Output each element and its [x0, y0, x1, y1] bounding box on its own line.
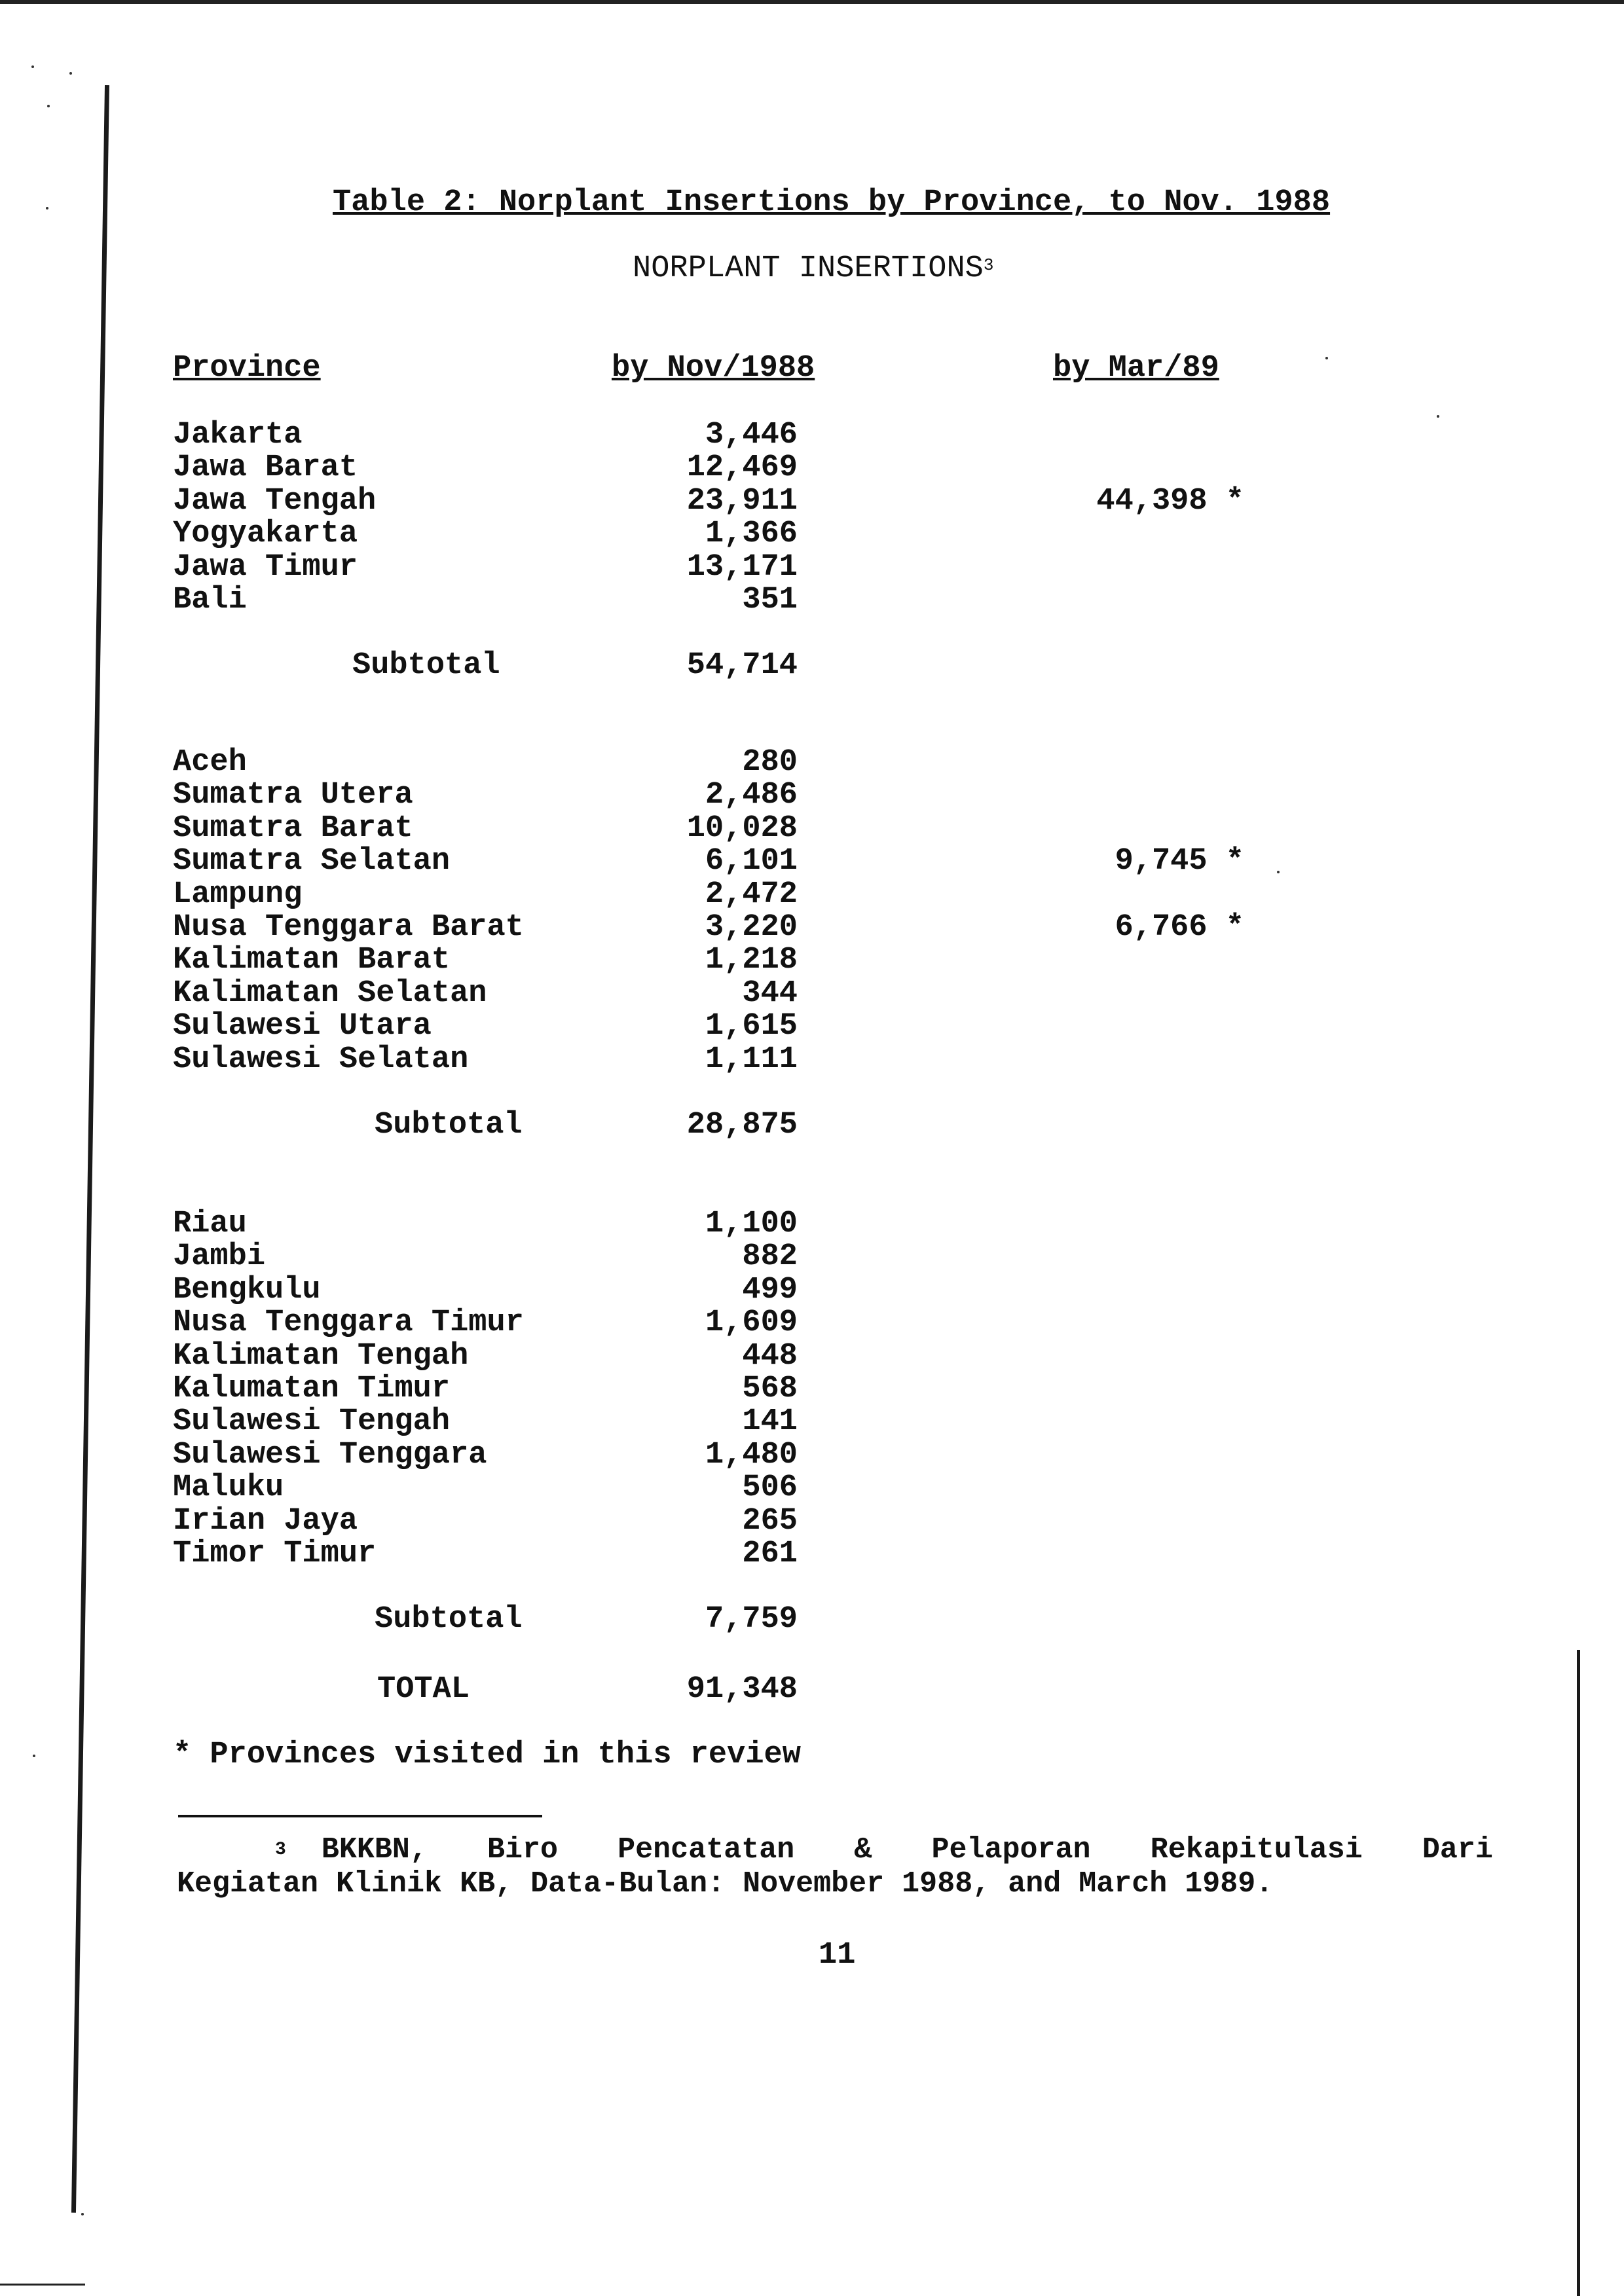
scan-margin-line-left [71, 85, 109, 2213]
table-row-province: Sumatra Selatan [173, 844, 451, 879]
table-row-province: Jawa Timur [173, 549, 358, 585]
column-header-province: Province [173, 351, 321, 386]
column-header-mar89: by Mar/89 [1053, 351, 1219, 386]
table-row-province: Nusa Tenggara Barat [173, 910, 524, 945]
table-row-nov-value: 506 [742, 1470, 798, 1506]
footnote-word: Pencatatan [618, 1833, 795, 1867]
table-row-province: Maluku [173, 1470, 284, 1506]
footnote-line-2: Kegiatan Klinik KB, Data-Bulan: November 1988, and March 1989. [177, 1867, 1274, 1901]
table-row-province: Timor Timur [173, 1537, 377, 1571]
subtotal-value: 28,875 [686, 1108, 798, 1142]
subtotal-value: 7,759 [705, 1602, 798, 1637]
footnote-number: 3 [275, 1840, 286, 1860]
table-row-province: Kalimatan Selatan [173, 975, 487, 1011]
table-row-nov-value: 448 [742, 1338, 798, 1374]
table-row-nov-value: 2,486 [705, 778, 798, 813]
column-header-nov1988: by Nov/1988 [612, 351, 815, 386]
visited-note: * Provinces visited in this review [173, 1738, 801, 1772]
table-row-mar-value: 44,398 * [1096, 483, 1244, 519]
table-row-province: Sulawesi Utara [173, 1009, 432, 1044]
table-row-nov-value: 280 [742, 745, 798, 780]
scan-speck [33, 1755, 35, 1757]
footnote-word: Rekapitulasi [1150, 1833, 1363, 1867]
table-row-nov-value: 3,446 [705, 418, 798, 452]
table-row-nov-value: 1,100 [705, 1207, 798, 1241]
scan-speck [81, 2213, 84, 2215]
table-row-province: Jawa Barat [173, 450, 358, 486]
table-row-mar-value: 6,766 * [1115, 910, 1244, 945]
page-number: 11 [819, 1938, 856, 1973]
table-row-province: Bengkulu [173, 1272, 321, 1307]
scan-speck [1277, 871, 1280, 873]
table-row-province: Jawa Tengah [173, 483, 377, 519]
table-subtitle: NORPLANT INSERTIONS$^3$ [633, 251, 994, 286]
table-row-nov-value: 1,480 [705, 1437, 798, 1472]
table-row-nov-value: 13,171 [686, 549, 798, 585]
table-row-province: Sulawesi Tengah [173, 1404, 451, 1440]
table-row-nov-value: 3,220 [705, 910, 798, 945]
table-row-province: Kalimatan Tengah [173, 1338, 469, 1374]
footnote [177, 1833, 1493, 1901]
table-row-province: Sulawesi Tenggara [173, 1437, 487, 1472]
table-row-province: Sulawesi Selatan [173, 1042, 469, 1077]
table-row-nov-value: 499 [742, 1272, 798, 1307]
scan-speck [69, 72, 72, 75]
footnote-word: & [854, 1833, 872, 1867]
table-row-nov-value: 568 [742, 1372, 798, 1406]
subtotal-value: 54,714 [686, 648, 798, 683]
table-row-province: Irian Jaya [173, 1503, 358, 1539]
table-row-province: Jakarta [173, 418, 303, 452]
footnote-word-text: BKKBN, [321, 1833, 428, 1867]
footnote-line-1 [177, 1833, 1493, 1867]
table-row-nov-value: 265 [742, 1503, 798, 1539]
table-row-province: Riau [173, 1207, 247, 1241]
table-row-province: Sumatra Barat [173, 811, 413, 846]
scan-speck [47, 105, 50, 107]
table-title: Table 2: Norplant Insertions by Province, to Nov. 1988 [333, 185, 1331, 220]
scan-border-top [0, 0, 1624, 4]
table-row-nov-value: 344 [742, 975, 798, 1011]
footnote-word: Dari [1422, 1833, 1493, 1867]
footnote-ref: 3 [983, 255, 994, 275]
table-row-nov-value: 261 [742, 1537, 798, 1571]
table-row-nov-value: 1,609 [705, 1305, 798, 1341]
scan-border-bottom [0, 2284, 85, 2286]
table-row-province: Bali [173, 583, 247, 617]
table-row-province: Lampung [173, 877, 303, 912]
table-row-province: Nusa Tenggara Timur [173, 1305, 524, 1341]
table-row-province: Kalumatan Timur [173, 1372, 451, 1406]
table-row-nov-value: 1,366 [705, 517, 798, 552]
footnote-word [275, 1833, 428, 1867]
table-row-nov-value: 141 [742, 1404, 798, 1440]
table-row-nov-value: 1,615 [705, 1009, 798, 1044]
subtotal-label: Subtotal [352, 648, 500, 683]
total-label: TOTAL [377, 1672, 470, 1707]
table-row-nov-value: 882 [742, 1239, 798, 1275]
table-row-province: Aceh [173, 745, 247, 780]
footnote-word: Biro [487, 1833, 559, 1867]
scan-speck [46, 207, 48, 210]
table-row-province: Jambi [173, 1239, 266, 1275]
table-row-nov-value: 1,111 [705, 1042, 798, 1077]
footnote-word: Pelaporan [931, 1833, 1091, 1867]
table-row-mar-value: 9,745 * [1115, 844, 1244, 879]
total-value: 91,348 [686, 1672, 798, 1707]
table-row-province: Kalimatan Barat [173, 943, 451, 978]
scan-speck [1325, 357, 1328, 359]
table-row-nov-value: 1,218 [705, 943, 798, 978]
scan-speck [31, 65, 34, 68]
scan-margin-line-right [1577, 1650, 1580, 2296]
subtotal-label: Subtotal [375, 1602, 523, 1637]
table-row-province: Yogyakarta [173, 517, 358, 552]
table-row-nov-value: 10,028 [686, 811, 798, 846]
table-row-nov-value: 23,911 [686, 483, 798, 519]
footnote-rule [178, 1815, 542, 1817]
subtotal-label: Subtotal [375, 1108, 523, 1142]
table-row-province: Sumatra Utera [173, 778, 413, 813]
scan-speck [1437, 415, 1439, 418]
table-row-nov-value: 12,469 [686, 450, 798, 486]
table-row-nov-value: 2,472 [705, 877, 798, 912]
table-row-nov-value: 6,101 [705, 844, 798, 879]
table-row-nov-value: 351 [742, 583, 798, 617]
